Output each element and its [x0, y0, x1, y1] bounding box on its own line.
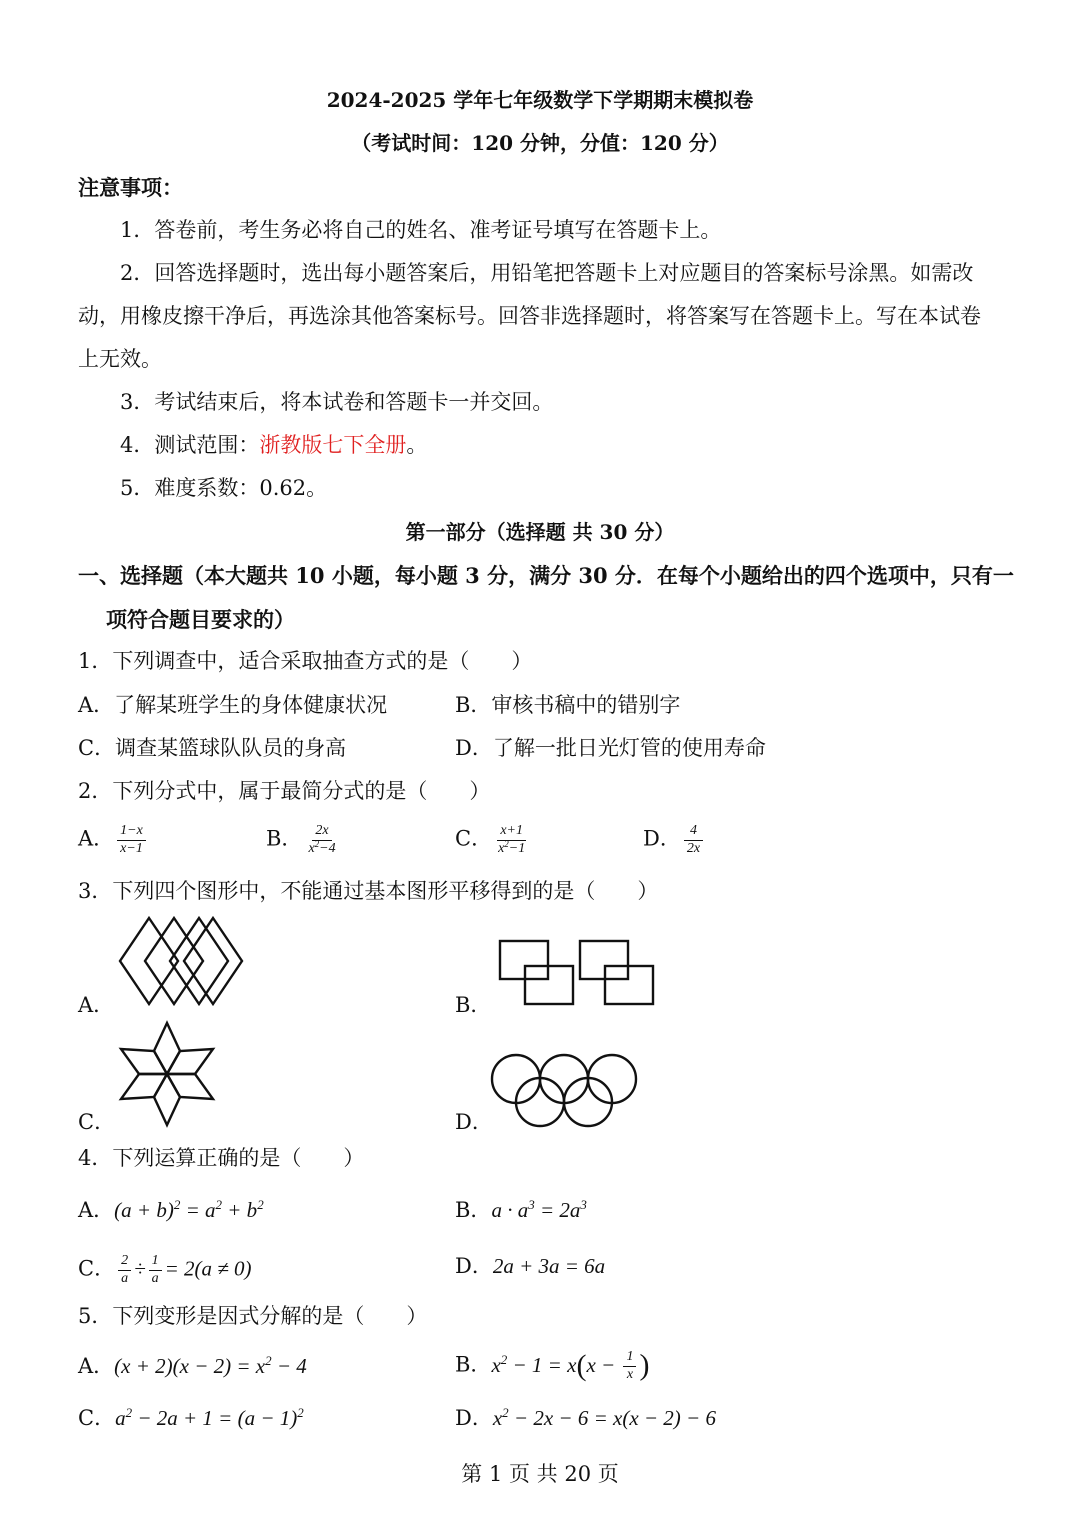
- expr-part: = 2a: [534, 1198, 581, 1222]
- exponent: 3: [580, 1197, 587, 1212]
- q1-option-b[interactable]: B．审核书稿中的错别字: [455, 693, 681, 717]
- q5-option-a[interactable]: [78, 1353, 307, 1378]
- q4-option-a[interactable]: [78, 1197, 264, 1222]
- q2-option-d[interactable]: [643, 824, 706, 856]
- denominator: a: [121, 1270, 129, 1286]
- numerator: 2: [118, 1254, 131, 1271]
- den-exponent: 2: [504, 838, 509, 849]
- q3-option-d[interactable]: D．: [455, 1110, 493, 1134]
- expr-part: − 2x − 6 = x(x − 2) − 6: [508, 1406, 716, 1430]
- expr-part: = a: [180, 1198, 216, 1222]
- den-rest: −4: [319, 840, 336, 856]
- math-expression: [491, 1198, 586, 1222]
- option-label: B．: [455, 1198, 492, 1222]
- expr-part: (a + b): [114, 1198, 174, 1222]
- exponent: 2: [265, 1353, 272, 1368]
- option-label: D．: [643, 826, 681, 851]
- fraction: [684, 824, 703, 856]
- expr-part: − 1 = x: [507, 1352, 577, 1377]
- exponent: 2: [125, 1405, 133, 1420]
- denominator: 2x: [684, 840, 703, 857]
- expr-part: − 4: [271, 1354, 307, 1378]
- part1-title: 第一部分（选择题 共 30 分）: [405, 520, 675, 544]
- option-label: C．: [78, 1406, 116, 1430]
- expr-part: − 2a + 1 = (a − 1): [132, 1406, 298, 1430]
- expr-part: x: [492, 1406, 503, 1430]
- notice-item-2-line2: 动，用橡皮擦干净后，再选涂其他答案标号。回答非选择题时，将答案写在答题卡上。写在本试卷: [78, 304, 981, 328]
- exponent: 2: [297, 1405, 304, 1420]
- den-base: x: [498, 840, 505, 856]
- fraction: [149, 1254, 162, 1286]
- q5-option-d[interactable]: [455, 1405, 716, 1430]
- expr-part: + b: [222, 1198, 258, 1222]
- exponent: 2: [173, 1197, 181, 1212]
- expr-part: x −: [586, 1352, 621, 1377]
- expr-part: (x + 2)(x − 2) = x: [114, 1354, 266, 1378]
- exponent: 2: [500, 1351, 508, 1367]
- notice-item-4: [120, 435, 427, 456]
- option-label: B．: [455, 1352, 492, 1377]
- notice-item-2-line3: 上无效。: [78, 347, 162, 371]
- expr-part: = 2(a ≠ 0): [164, 1256, 252, 1281]
- notice-item-2-line1: 2．回答选择题时，选出每小题答案后，用铅笔把答题卡上对应题目的答案标号涂黑。如需改: [120, 261, 974, 285]
- q1-stem: 1．下列调查中，适合采取抽查方式的是（ ）: [78, 649, 533, 673]
- option-label: A．: [78, 1198, 115, 1222]
- fraction: [117, 824, 146, 856]
- exponent: 2: [502, 1405, 509, 1420]
- expr-part: a · a: [491, 1198, 529, 1222]
- notice-heading: 注意事项：: [78, 175, 183, 200]
- fraction: [118, 1254, 131, 1286]
- five-rings-figure: [490, 1053, 640, 1129]
- math-expression: [114, 1198, 264, 1222]
- notice-item-3: 3．考试结束后，将本试卷和答题卡一并交回。: [120, 390, 554, 414]
- divide-sign: ÷: [134, 1256, 146, 1281]
- six-rhombus-star-figure: [119, 1021, 217, 1127]
- notice-item-4-prefix: 4．测试范围：: [120, 433, 260, 457]
- math-expression: [491, 1348, 621, 1382]
- option-label: A．: [78, 826, 115, 851]
- exponent: 2: [257, 1197, 264, 1212]
- q4-option-d[interactable]: [455, 1256, 605, 1277]
- q1-option-c[interactable]: C．调查某篮球队队员的身高: [78, 736, 347, 760]
- q5-option-c[interactable]: [78, 1405, 304, 1430]
- fraction: [305, 824, 338, 856]
- option-label: C．: [78, 1256, 116, 1281]
- q2-option-a[interactable]: [78, 824, 149, 856]
- q3-option-c[interactable]: C．: [78, 1110, 116, 1134]
- q3-option-a[interactable]: A．: [78, 993, 115, 1017]
- option-label: D．: [455, 1254, 493, 1278]
- test-scope: 浙教版七下全册: [259, 433, 407, 457]
- option-label: C．: [455, 826, 493, 851]
- notice-item-1: 1．答卷前，考生务必将自己的姓名、准考证号填写在答题卡上。: [120, 218, 722, 242]
- exam-subtitle: （考试时间：120 分钟，分值：120 分）: [351, 131, 729, 155]
- notice-item-5: 5．难度系数：0.62。: [120, 476, 328, 500]
- q5-option-b[interactable]: [455, 1350, 649, 1382]
- fraction: [495, 824, 528, 856]
- notice-item-4-suffix: 。: [406, 433, 428, 457]
- q1-option-d[interactable]: D．了解一批日光灯管的使用寿命: [455, 736, 766, 760]
- math-expression: [115, 1406, 304, 1430]
- paren: ): [639, 1348, 650, 1382]
- q5-stem: 5．下列变形是因式分解的是（ ）: [78, 1304, 428, 1328]
- q4-option-b[interactable]: [455, 1197, 587, 1222]
- numerator: 1: [149, 1254, 162, 1271]
- exponent: 2: [215, 1197, 223, 1212]
- expr-part: x: [491, 1352, 501, 1377]
- option-label: D．: [455, 1406, 493, 1430]
- den-rest: −1: [508, 840, 526, 856]
- page-footer: 第 1 页 共 20 页: [461, 1462, 619, 1486]
- section-heading-line1: 一、选择题（本大题共 10 小题，每小题 3 分，满分 30 分．在每个小题给出的四个选项中，只有一: [78, 563, 1014, 588]
- q2-option-c[interactable]: [455, 824, 531, 856]
- denominator: x: [626, 1366, 634, 1382]
- den-exponent: 2: [314, 838, 320, 849]
- section-heading-line2: 项符合题目要求的）: [106, 607, 295, 632]
- numerator: 1: [623, 1350, 636, 1367]
- exponent: 3: [528, 1197, 535, 1212]
- numerator: 2x: [312, 824, 331, 841]
- option-label: B．: [266, 826, 303, 851]
- q2-stem: 2．下列分式中，属于最简分式的是（ ）: [78, 779, 491, 803]
- math-expression: [493, 1406, 716, 1430]
- math-expression: [114, 1354, 307, 1378]
- denominator: [305, 838, 338, 857]
- q1-option-a[interactable]: A．了解某班学生的身体健康状况: [78, 693, 388, 717]
- overlapping-squares-figure: [498, 939, 658, 1007]
- numerator: 1−x: [117, 824, 146, 841]
- numerator: 4: [689, 823, 697, 838]
- q4-option-c[interactable]: [78, 1254, 252, 1286]
- den-base: x: [308, 840, 315, 856]
- numerator: x+1: [497, 824, 526, 841]
- overlapping-diamonds-figure: [117, 915, 245, 1007]
- q2-option-b[interactable]: [266, 824, 342, 856]
- denominator: a: [151, 1270, 159, 1286]
- exam-title: 2024-2025 学年七年级数学下学期期末模拟卷: [326, 88, 754, 112]
- fraction: [623, 1350, 636, 1382]
- expr-part: a: [115, 1406, 126, 1430]
- q3-stem: 3．下列四个图形中，不能通过基本图形平移得到的是（ ）: [78, 879, 659, 903]
- option-label: A．: [78, 1354, 115, 1378]
- math-expression: 2a + 3a = 6a: [492, 1254, 606, 1278]
- paren: (: [576, 1348, 587, 1382]
- q4-stem: 4．下列运算正确的是（ ）: [78, 1146, 365, 1170]
- q3-option-b[interactable]: B．: [455, 993, 492, 1017]
- denominator: [495, 838, 528, 857]
- denominator: x−1: [120, 840, 143, 856]
